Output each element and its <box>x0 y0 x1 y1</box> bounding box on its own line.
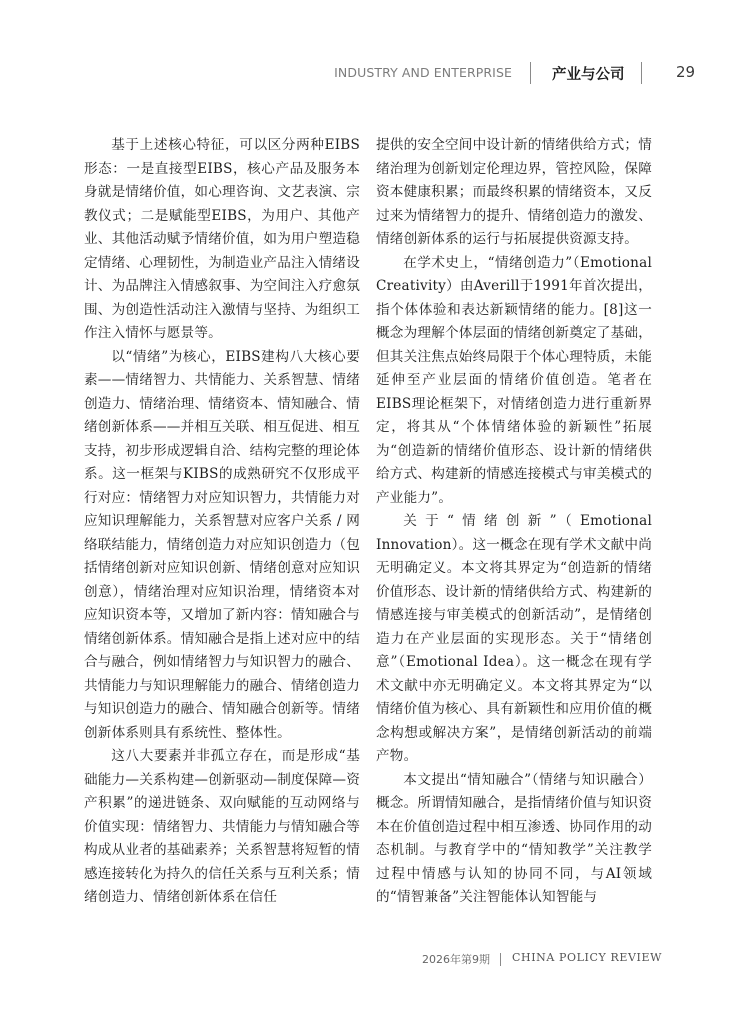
running-footer <box>0 951 750 969</box>
right-column <box>376 134 652 910</box>
paragraph: 关于“情绪创新”（Emotional Innovation）。这一概念在现有学术文献中尚无明确定义。本文将其界定为“创造新的情绪价值形态、设计新的情绪供给方式、构建新的情感连接与审美模式的创新活动”，是情绪创造力在产业层面的实现形态。关于“情绪创意”（Emotional Idea）。这一概念在现有学术文献中亦无明确定义。本文将其界定为“以情绪价值为核心、具有新颖性和应用价值的概念构想或解决方案”，是情绪创新活动的前端产物。 <box>376 513 652 764</box>
paragraph: 基于上述核心特征，可以区分两种EIBS形态：一是直接型EIBS，核心产品及服务本身就是情绪价值，如心理咨询、文艺表演、宗教仪式；二是赋能型EIBS，为用户、其他产业、其他活动赋予情绪价值，如为用户塑造稳定情绪、心理韧性，为制造业产品注入情绪设计、为品牌注入情感叙事、为空间注入疗愈氛围、为创造性活动注入激情与坚持、为组织工作注入情怀与愿景等。 <box>84 137 360 341</box>
journal-name: CHINA POLICY REVIEW <box>512 951 663 964</box>
left-column <box>84 134 360 910</box>
header-divider <box>530 62 531 84</box>
paragraph: 这八大要素并非孤立存在，而是形成“基础能力—关系构建—创新驱动—制度保障—资产积累”的递进链条、双向赋能的互动网络与价值实现：情绪智力、共情能力与情知融合等构成从业者的基础素养；关系智慧将短暂的情感连接转化为持久的信任关系与互利关系；情绪创造力、情绪创新体系在信任 <box>84 748 360 905</box>
paragraph: 本文提出“情知融合”（情绪与知识融合）概念。所谓情知融合，是指情绪价值与知识资本在价值创造过程中相互渗透、协同作用的动态机制。与教育学中的“情知教学”关注教学过程中情感与认知的协同不同，与AI领域的“情智兼备”关注智能体认知智能与 <box>376 771 652 905</box>
footer-divider <box>500 953 501 966</box>
paragraph-continuation: 提供的安全空间中设计新的情绪供给方式；情绪治理为创新划定伦理边界，管控风险，保障资本健康积累；而最终积累的情绪资本，又反过来为情绪智力的提升、情绪创造力的激发、情绪创新体系的运行与拓展提供资源支持。 <box>376 137 652 247</box>
paragraph: 以“情绪”为核心，EIBS建构八大核心要素——情绪智力、共情能力、关系智慧、情绪创造力、情绪治理、情绪资本、情知融合、情绪创新体系——并相互关联、相互促进、相互支持，初步形成逻辑自洽、结构完整的理论体系。这一框架与KIBS的成熟研究不仅形成平行对应：情绪智力对应知识智力，共情能力对应知识理解能力，关系智慧对应客户关系 / 网络联结能力，情绪创造力对应知识创造力（包括情绪创新对应知识创新、情绪创意对应知识创意），情绪治理对应知识治理，情绪资本对应知识资本等，又增加了新内容：情知融合与情绪创新体系。情知融合是指上述对应中的结合与融合，例如情绪智力与知识智力的融合、共情能力与知识理解能力的融合、情绪创造力与知识创造力的融合、情知融合创新等。情绪创新体系则具有系统性、整体性。 <box>84 348 360 741</box>
page-number: 29 <box>676 63 696 81</box>
running-header <box>0 58 750 88</box>
paragraph: 在学术史上，“情绪创造力”（Emotional Creativity）由Averill于1991年首次提出，指个体体验和表达新颖情绪的能力。[8]这一概念为理解个体层面的情绪创新奠定了基础，但其关注焦点始终局限于个体心理特质，未能延伸至产业层面的情绪价值创造。笔者在EIBS理论框架下，对情绪创造力进行重新界定，将其从“个体情绪体验的新颖性”拓展为“创造新的情绪价值形态、设计新的情绪供给方式、构建新的情感连接模式与审美模式的产业能力”。 <box>376 254 652 506</box>
header-divider <box>641 62 642 84</box>
section-title-cn: 产业与公司 <box>552 67 625 83</box>
section-title-en: INDUSTRY AND ENTERPRISE <box>334 65 512 80</box>
issue-label: 2026年第9期 <box>422 953 490 966</box>
